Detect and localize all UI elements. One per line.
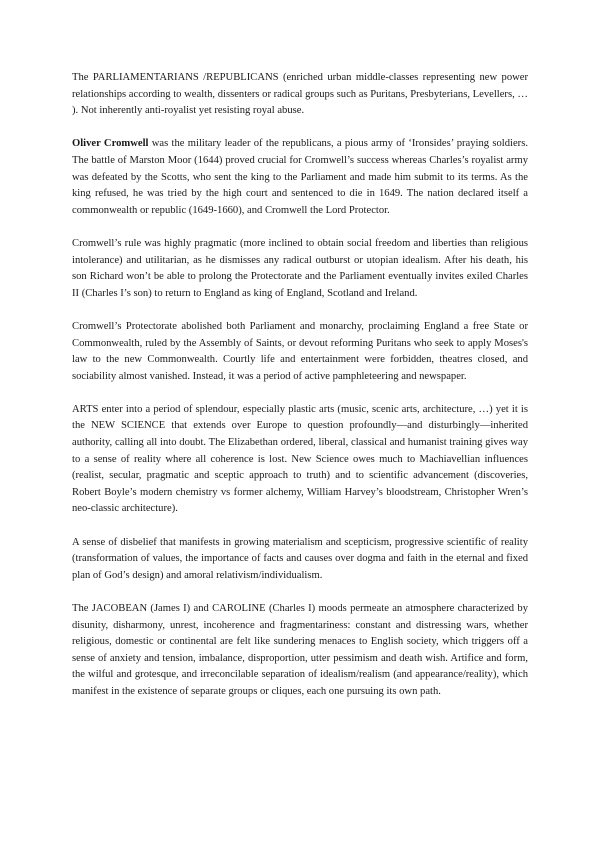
paragraph-cromwell-rule: Cromwell’s rule was highly pragmatic (more inclined to obtain social freedom and liberties than religious intolerance) and utilitarian, as he dismisses any radical outburst or utopian idealism. After his death, his son Richard won’t be able to prolong the Protectorate and the Parliament eventually invites exiled Charles II (Charles I’s son) to return to England as king of England, Scotland and Ireland.	[72, 237, 528, 299]
cromwell-name: Oliver Cromwell	[72, 138, 149, 150]
paragraph-protectorate: Cromwell’s Protectorate abolished both Parliament and monarchy, proclaiming England a free State or Commonwealth, ruled by the Assembly of Saints, or devout reforming Puritans who seek to apply Moses's law to the new Commonwealth. Courtly life and entertainment were forbidden, theatres closed, and sociability almost vanished. Instead, it was a period of active pamphleteering and newspaper.	[72, 320, 528, 382]
paragraph-oliver-cromwell	[72, 136, 528, 219]
paragraph-jacobean-caroline: The JACOBEAN (James I) and CAROLINE (Charles I) moods permeate an atmosphere characterized by disunity, disharmony, unrest, incoherence and fragmentariness: constant and distressing wars, whether religious, domestic or continental are felt like sundering menaces to English society, which triggers off a sense of anxiety and tension, imbalance, disproportion, utter pessimism and death wish. Artifice and form, the wilful and grotesque, and irreconcilable separation of idealism/realism (and appearance/reality), which manifest in the existence of separate groups or cliques, each one pursuing its own path.	[72, 603, 528, 697]
paragraph-arts: ARTS enter into a period of splendour, especially plastic arts (music, scenic arts, architecture, …) yet it is the NEW SCIENCE that extends over Europe to question profoundly—and disturbingly—inherited authority, calling all into doubt. The Elizabethan ordered, liberal, classical and humanist training gives way to a sense of reality where all coherence is lost. New Science owes much to Machiavellian influences (realist, secular, pragmatic and sceptic approach to truth) and to scientific advancement (discoveries, Robert Boyle’s modern chemistry vs former alchemy, William Harvey’s bloodstream, Christopher Wren’s neo-classic architecture).	[72, 403, 528, 515]
document-page	[72, 70, 528, 717]
cromwell-text: was the military leader of the republicans, a pious army of ‘Ironsides’ praying soldiers. The battle of Marston Moor (1644) proved crucial for Cromwell’s success whereas Charles’s royalist army was defeated by the Scotts, who sent the king to the Parliament and made him submit to its terms. As the king refused, he was tried by the high court and sentenced to die in 1649. The nation declared itself a commonwealth or republic (1649-1660), and Cromwell the Lord Protector.	[72, 138, 528, 216]
paragraph-parliamentarians: The PARLIAMENTARIANS /REPUBLICANS (enriched urban middle-classes representing new power relationships according to wealth, dissenters or radical groups such as Puritans, Presbyterians, Levellers, … ). Not inherently anti-royalist yet resisting royal abuse.	[72, 72, 528, 117]
paragraph-disbelief: A sense of disbelief that manifests in growing materialism and scepticism, progressive scientific of reality (transformation of values, the importance of facts and causes over dogma and faith in the eternal and fixed plan of God’s design) and amoral relativism/individualism.	[72, 536, 528, 581]
